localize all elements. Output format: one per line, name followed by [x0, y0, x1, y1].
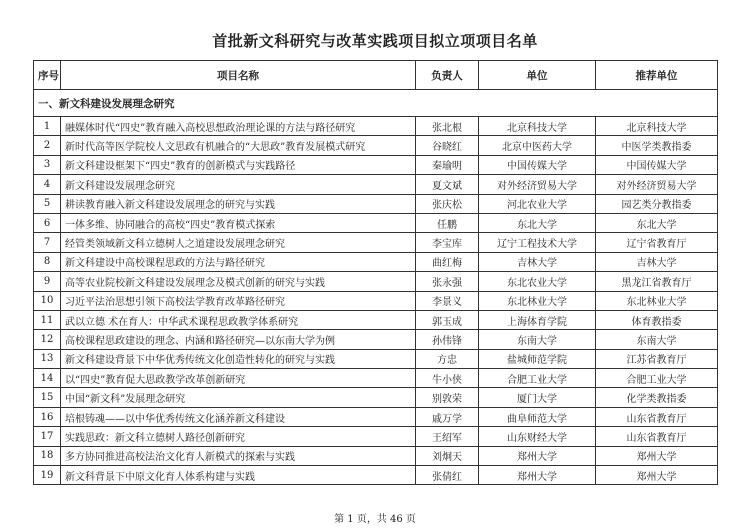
cell-leader: 李景义: [416, 291, 479, 310]
cell-recommender: 园艺类分教指委: [596, 194, 718, 213]
table-row: [34, 252, 718, 271]
table-row: [34, 466, 718, 485]
cell-name: 高等农业院校新文科建设发展理念及模式创新的研究与实践: [61, 272, 416, 291]
cell-recommender: 体育教指委: [596, 310, 718, 329]
cell-name: 新时代高等医学院校人文思政有机融合的“大思政”教育发展模式研究: [61, 136, 416, 155]
cell-name: 培根铸魂——以中华优秀传统文化涵养新文科建设: [61, 407, 416, 426]
header-no: 序号: [34, 61, 61, 90]
cell-name: 中国“新文科”发展理念研究: [61, 388, 416, 407]
cell-unit: 曲阜师范大学: [479, 407, 596, 426]
table-row: [34, 446, 718, 465]
cell-recommender: 山东省教育厅: [596, 407, 718, 426]
cell-recommender: 东北林业大学: [596, 291, 718, 310]
table-header-row: [34, 61, 718, 90]
cell-name: 新文科建设背景下中华优秀传统文化创造性转化的研究与实践: [61, 349, 416, 368]
table-row: [34, 155, 718, 174]
table-row: [34, 349, 718, 368]
cell-no: 14: [34, 369, 61, 388]
cell-name: 实践思政：新文科立德树人路径创新研究: [61, 427, 416, 446]
cell-name: 新文科建设框架下“四史”教育的创新模式与实践路径: [61, 155, 416, 174]
cell-name: 新文科建设发展理念研究: [61, 175, 416, 194]
cell-leader: 夏文斌: [416, 175, 479, 194]
cell-recommender: 中国传媒大学: [596, 155, 718, 174]
cell-leader: 张倩红: [416, 466, 479, 485]
cell-no: 17: [34, 427, 61, 446]
cell-no: 1: [34, 117, 61, 136]
header-name: 项目名称: [61, 61, 416, 90]
section-row: [34, 90, 718, 117]
cell-leader: 戚万学: [416, 407, 479, 426]
table-row: [34, 310, 718, 329]
cell-no: 2: [34, 136, 61, 155]
cell-name: 武以立德 术在育人：中华武术课程思政教学体系研究: [61, 310, 416, 329]
cell-unit: 盐城师范学院: [479, 349, 596, 368]
cell-leader: 秦瑜明: [416, 155, 479, 174]
cell-unit: 对外经济贸易大学: [479, 175, 596, 194]
cell-no: 12: [34, 330, 61, 349]
cell-leader: 牛小侠: [416, 369, 479, 388]
cell-no: 18: [34, 446, 61, 465]
cell-no: 8: [34, 252, 61, 271]
cell-no: 4: [34, 175, 61, 194]
cell-recommender: 吉林大学: [596, 252, 718, 271]
cell-unit: 东北林业大学: [479, 291, 596, 310]
cell-recommender: 黑龙江省教育厅: [596, 272, 718, 291]
cell-recommender: 中医学类教指委: [596, 136, 718, 155]
cell-unit: 东南大学: [479, 330, 596, 349]
cell-no: 16: [34, 407, 61, 426]
cell-name: 以“四史”教育促大思政教学改革创新研究: [61, 369, 416, 388]
cell-unit: 中国传媒大学: [479, 155, 596, 174]
cell-name: 多方协同推进高校法治文化育人新模式的探索与实践: [61, 446, 416, 465]
cell-leader: 曲红梅: [416, 252, 479, 271]
header-leader: 负责人: [416, 61, 479, 90]
cell-no: 13: [34, 349, 61, 368]
cell-leader: 刘炯天: [416, 446, 479, 465]
cell-recommender: 辽宁省教育厅: [596, 233, 718, 252]
page-footer: 第 1 页，共 46 页: [334, 514, 416, 525]
header-recommender: 推荐单位: [596, 61, 718, 90]
cell-no: 6: [34, 213, 61, 232]
cell-no: 15: [34, 388, 61, 407]
cell-recommender: 合肥工业大学: [596, 369, 718, 388]
cell-name: 经管类领域新文科立德树人之道建设发展理念研究: [61, 233, 416, 252]
table-row: [34, 136, 718, 155]
cell-name: 习近平法治思想引领下高校法学教育改革路径研究: [61, 291, 416, 310]
cell-unit: 北京科技大学: [479, 117, 596, 136]
cell-no: 10: [34, 291, 61, 310]
cell-leader: 王绍军: [416, 427, 479, 446]
cell-recommender: 郑州大学: [596, 466, 718, 485]
cell-leader: 郭玉成: [416, 310, 479, 329]
cell-unit: 东北农业大学: [479, 272, 596, 291]
cell-no: 5: [34, 194, 61, 213]
cell-unit: 山东财经大学: [479, 427, 596, 446]
cell-leader: 任鹏: [416, 213, 479, 232]
table-row: [34, 427, 718, 446]
cell-unit: 合肥工业大学: [479, 369, 596, 388]
table-row: [34, 407, 718, 426]
table-row: [34, 213, 718, 232]
cell-unit: 厦门大学: [479, 388, 596, 407]
cell-recommender: 东南大学: [596, 330, 718, 349]
project-list-table: [33, 60, 718, 485]
table-row: [34, 117, 718, 136]
cell-no: 9: [34, 272, 61, 291]
header-unit: 单位: [479, 61, 596, 90]
cell-leader: 方忠: [416, 349, 479, 368]
cell-recommender: 郑州大学: [596, 446, 718, 465]
cell-recommender: 对外经济贸易大学: [596, 175, 718, 194]
cell-no: 7: [34, 233, 61, 252]
cell-no: 3: [34, 155, 61, 174]
cell-no: 19: [34, 466, 61, 485]
cell-recommender: 北京科技大学: [596, 117, 718, 136]
cell-unit: 辽宁工程技术大学: [479, 233, 596, 252]
document-title: 首批新文科研究与改革实践项目拟立项项目名单: [212, 32, 538, 50]
cell-recommender: 江苏省教育厅: [596, 349, 718, 368]
cell-leader: 别敦荣: [416, 388, 479, 407]
cell-recommender: 山东省教育厅: [596, 427, 718, 446]
cell-unit: 上海体育学院: [479, 310, 596, 329]
table-row: [34, 233, 718, 252]
cell-name: 一体多维、协同融合的高校“四史”教育模式探索: [61, 213, 416, 232]
table-row: [34, 194, 718, 213]
cell-name: 融媒体时代“四史”教育融入高校思想政治理论课的方法与路径研究: [61, 117, 416, 136]
cell-unit: 郑州大学: [479, 466, 596, 485]
table-row: [34, 330, 718, 349]
cell-name: 耕读教育融入新文科建设发展理念的研究与实践: [61, 194, 416, 213]
cell-leader: 李宝库: [416, 233, 479, 252]
cell-unit: 东北大学: [479, 213, 596, 232]
cell-leader: 张庆松: [416, 194, 479, 213]
table-row: [34, 175, 718, 194]
table-row: [34, 388, 718, 407]
cell-name: 新文科建设中高校课程思政的方法与路径研究: [61, 252, 416, 271]
cell-leader: 孙伟锋: [416, 330, 479, 349]
table-row: [34, 369, 718, 388]
cell-name: 新文科背景下中原文化育人体系构建与实践: [61, 466, 416, 485]
cell-leader: 张北根: [416, 117, 479, 136]
cell-recommender: 化学类教指委: [596, 388, 718, 407]
section-title: 一、新文科建设发展理念研究: [34, 90, 718, 117]
cell-no: 11: [34, 310, 61, 329]
cell-recommender: 东北大学: [596, 213, 718, 232]
cell-unit: 北京中医药大学: [479, 136, 596, 155]
cell-unit: 河北农业大学: [479, 194, 596, 213]
cell-unit: 吉林大学: [479, 252, 596, 271]
cell-name: 高校课程思政建设的理念、内涵和路径研究—以东南大学为例: [61, 330, 416, 349]
table-row: [34, 291, 718, 310]
cell-unit: 郑州大学: [479, 446, 596, 465]
cell-leader: 谷晓红: [416, 136, 479, 155]
cell-leader: 张永强: [416, 272, 479, 291]
table-row: [34, 272, 718, 291]
